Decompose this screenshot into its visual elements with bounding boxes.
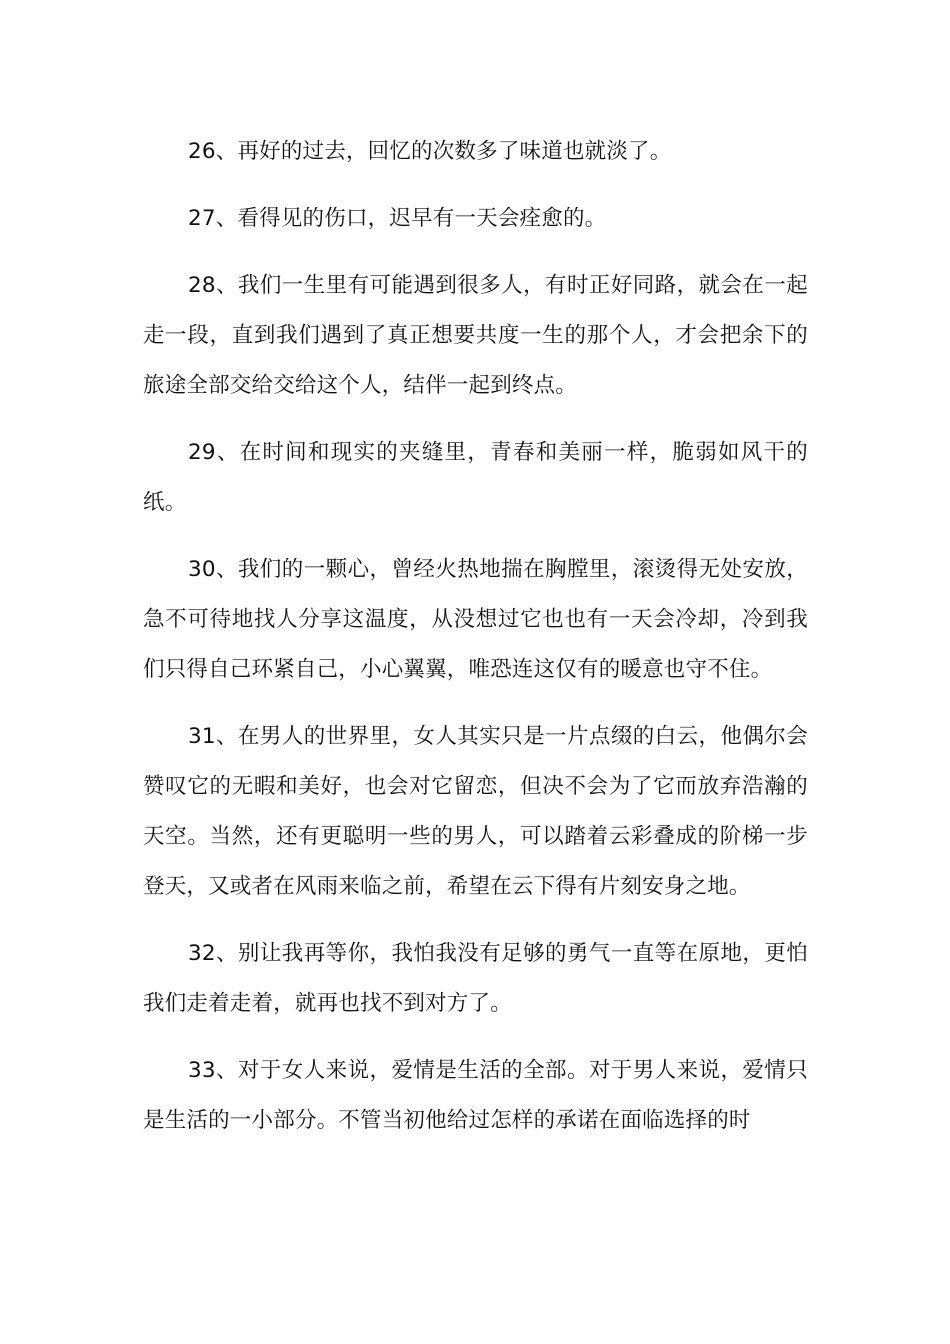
paragraph-27: 27、看得见的伤口，迟早有一天会痊愈的。 <box>188 206 607 231</box>
paragraph-33: 33、对于女人来说，爱情是生活的全部。对于男人来说，爱情只是生活的一小部分。不管当初他给过怎样的承诺在面临选择的时 <box>143 1058 808 1133</box>
paragraph-32: 32、别让我再等你，我怕我没有足够的勇气一直等在原地，更怕我们走着走着，就再也找不到对方了。 <box>143 941 808 1016</box>
paragraph-26: 26、再好的过去，回忆的次数多了味道也就淡了。 <box>188 139 672 164</box>
paragraph-28: 28、我们一生里有可能遇到很多人，有时正好同路，就会在一起走一段，直到我们遇到了真正想要共度一生的那个人，才会把余下的旅途全部交给交给这个人，结伴一起到终点。 <box>143 273 808 398</box>
paragraph-31: 31、在男人的世界里，女人其实只是一片点缀的白云，他偶尔会赞叹它的无暇和美好，也会对它留恋，但决不会为了它而放弃浩瀚的天空。当然，还有更聪明一些的男人，可以踏着云彩叠成的阶梯一步登天，又或者在风雨来临之前，希望在云下得有片刻安身之地。 <box>143 724 808 899</box>
paragraph-30: 30、我们的一颗心，曾经火热地揣在胸膛里，滚烫得无处安放，急不可待地找人分享这温度，从没想过它也也有一天会冷却，冷到我们只得自己环紧自己，小心翼翼，唯恐连这仅有的暖意也守不住。 <box>143 557 808 682</box>
paragraph-29: 29、在时间和现实的夹缝里，青春和美丽一样，脆弱如风干的纸。 <box>143 440 808 515</box>
document-body <box>143 127 808 1163</box>
